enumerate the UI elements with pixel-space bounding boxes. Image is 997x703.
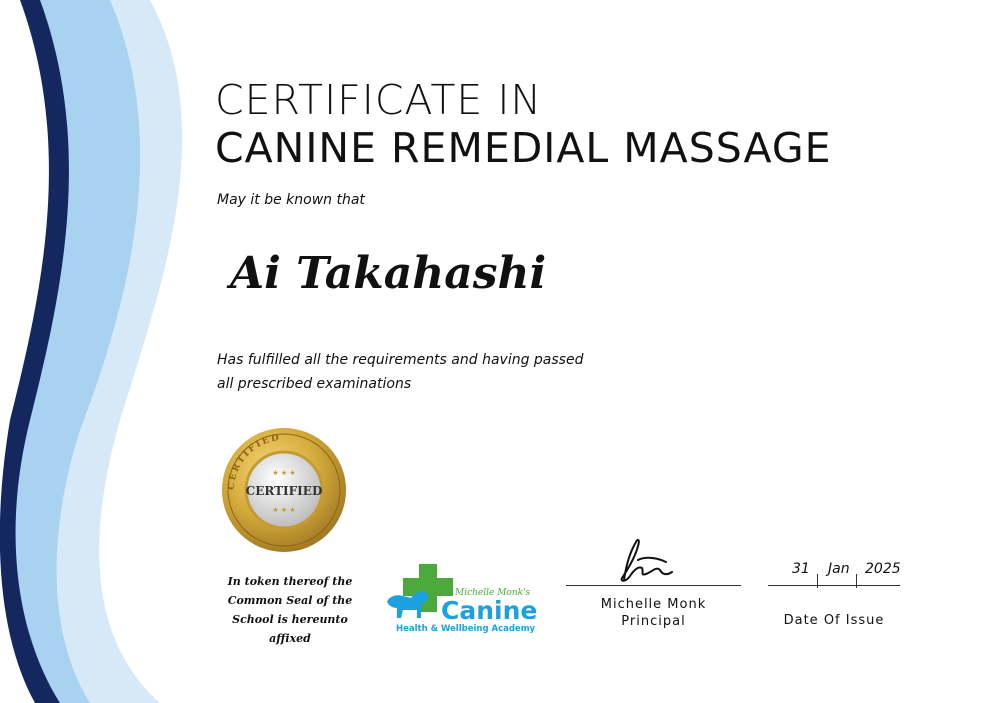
seal-caption: [210, 572, 370, 648]
issue-date-day: 31: [792, 561, 810, 577]
seal-caption-line2: Common Seal of the: [227, 594, 353, 607]
seal-ring-text: CERTIFIED: [226, 432, 282, 491]
svg-text:★ ★ ★: ★ ★ ★: [272, 469, 296, 477]
logo-word: Canine: [441, 596, 538, 625]
requirements-line2: all prescribed examinations: [217, 376, 412, 392]
signatory-name: Michelle Monk: [600, 597, 707, 612]
signature-line: [566, 585, 741, 586]
signature: [566, 530, 741, 590]
requirements-text: [217, 348, 637, 396]
certificate-title-line2: CANINE REMEDIAL MASSAGE: [215, 124, 832, 172]
signatory-role: Principal: [621, 614, 686, 629]
logo-script-text: Michelle Monk's: [455, 588, 531, 598]
requirements-line1: Has fulfilled all the requirements and having passed: [217, 352, 584, 368]
intro-text: May it be known that: [217, 192, 365, 208]
seal-caption-line3: School is hereunto affixed: [232, 613, 348, 645]
issue-date-year: 2025: [865, 561, 901, 577]
date-line: [768, 585, 900, 586]
svg-text:★ ★ ★: ★ ★ ★: [272, 506, 296, 514]
seal-caption-line1: In token thereof the: [227, 575, 353, 588]
signatory-block: [566, 596, 741, 630]
logo-subtitle: Health & Wellbeing Academy: [396, 624, 536, 634]
certificate-title-line1: CERTIFICATE IN: [215, 76, 543, 124]
recipient-name: Ai Takahashi: [230, 248, 547, 299]
seal-center-text: CERTIFIED: [245, 484, 323, 498]
issue-date-month: Jan: [828, 561, 850, 577]
date-of-issue-label: Date Of Issue: [783, 613, 885, 628]
certified-seal: [212, 420, 356, 560]
